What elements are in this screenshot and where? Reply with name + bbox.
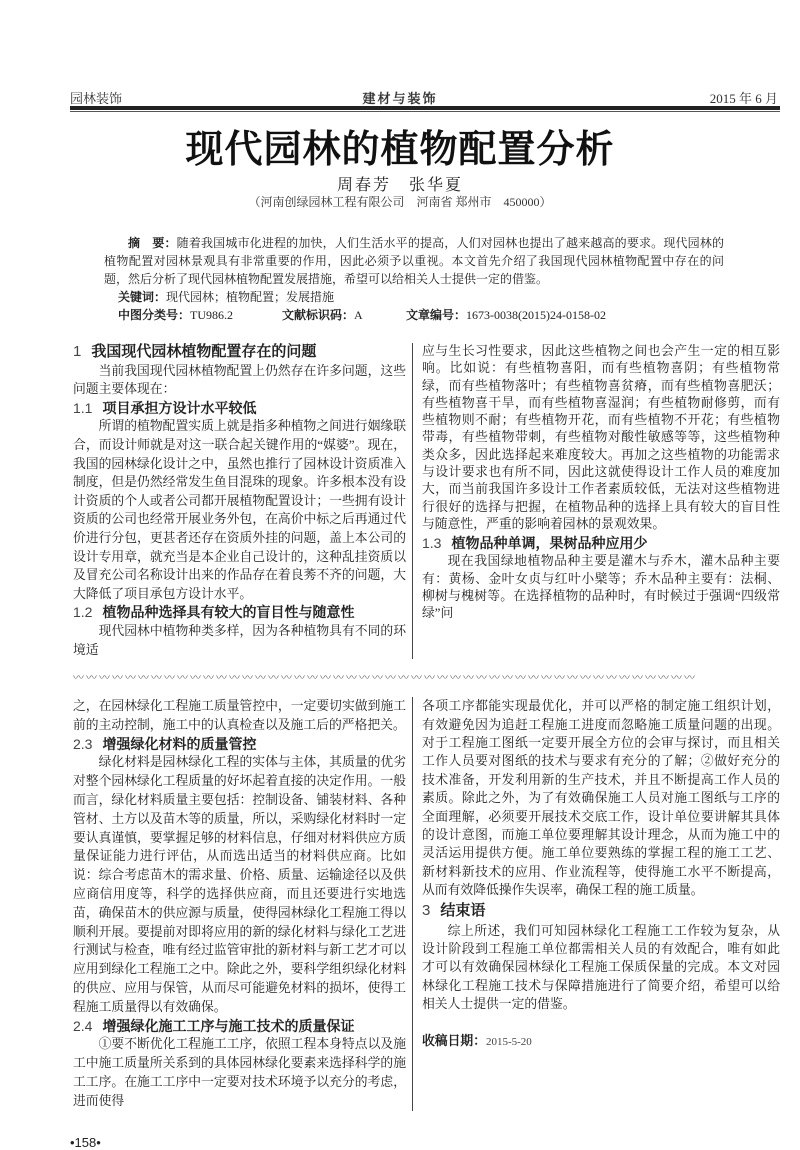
keywords-label: 关键词： [118, 290, 167, 304]
section-title: 植物品种单调，果树品种应用少 [451, 535, 648, 552]
section-number: 2.4 [73, 1017, 93, 1034]
header-rule [70, 106, 780, 110]
paragraph: 现在我国绿地植物品种主要是灌木与乔木，灌木品种主要有：黄杨、金叶女贞与红叶小檗等；乔木品种主要有：法桐、柳树与槐树等。在选择植物的品种时，有时候过于强调“四级常绿”问 [422, 554, 780, 621]
lower-left-column [73, 697, 412, 1111]
affiliation: （河南创绿园林工程有限公司 河南省 郑州市 450000） [248, 195, 552, 209]
section-number: 1.1 [73, 399, 93, 416]
article-body [0, 234, 800, 1150]
section-3-heading [422, 900, 780, 922]
section-title: 项目承担方设计水平较低 [102, 399, 257, 416]
upper-left-column [73, 343, 412, 659]
paragraph: ①要不断优化工程施工工序，依照工程本身特点以及施工中施工质量所关系到的具体园林绿化要素来选择科学的施工工序。在施工工序中一定要对技术环境予以充分的考虑，进而使得 [73, 1037, 406, 1108]
classification-value: TU986.2 [190, 308, 234, 322]
upper-right-column [412, 343, 780, 659]
section-1-1-heading [73, 399, 406, 418]
article-number [406, 306, 606, 324]
article-number-label: 文章编号： [406, 308, 467, 322]
abstract-text: 随着我国城市化进程的加快，人们生活水平的提高，人们对园林也提出了越来越高的要求。现代园林的植物配置对园林景观具有非常重要的作用，因此必须予以重视。本文首先介绍了我国现代园林植物配置中存在的问题，然后分析了现代园林植物配置发展措施，希望可以给相关人士提供一定的借鉴。 [104, 236, 724, 286]
paragraph: 当前我国现代园林植物配置上仍然存在许多问题，这些问题主要体现在： [73, 363, 406, 397]
paragraph: 之，在园林绿化工程施工质量管控中，一定要切实做到施工前的主动控制，施工中的认真检查以及施工后的严格把关。 [73, 699, 406, 732]
journal-logo: 建材与装饰 [362, 91, 438, 106]
section-1-heading [73, 343, 406, 362]
classification-row [118, 306, 758, 324]
doc-code-value: A [354, 308, 363, 322]
section-number: 3 [422, 901, 431, 919]
section-number: 2.3 [73, 735, 93, 752]
keywords [118, 288, 800, 306]
classification [118, 306, 258, 324]
paragraph: 现代园林中植物种类多样，因为各种植物具有不同的环境适 [73, 623, 406, 657]
section-number: 1.3 [422, 535, 442, 552]
paragraph: 应与生长习性要求，因此这些植物之间也会产生一定的相互影响。比如说：有些植物喜阳，而有些植物喜阴；有些植物常绿，而有些植物落叶；有些植物喜贫瘠，而有些植物喜肥沃；有些植物喜干旱，而有些植物喜湿润；有些植物耐修剪，而有些植物则不耐；有些植物开花，而有些植物不开花；有些植物带毒，有些植物带刺，有些植物对酸性敏感等等，这些植物种类众多，因此选择起来难度较大。再加之这些植物的功能需求与设计要求也有所不同，因此这就使得设计工作人员的难度加大，而当前我国许多设计工作者素质较低，无法对这些植物进行很好的选择与把握，在植物品种的选择上具有较大的盲目性与随意性，严重的影响着园林的景观效果。 [422, 344, 780, 531]
journal-section: 园林装饰 [70, 91, 123, 106]
received-date-label: 收稿日期： [422, 1032, 486, 1048]
abstract-label: 摘 要： [128, 236, 177, 250]
upper-columns [73, 343, 780, 659]
ornamental-divider: 〰〰〰〰〰〰〰〰〰〰〰〰〰〰〰〰〰〰〰〰〰〰〰〰〰〰〰〰〰〰〰〰〰〰〰〰〰〰〰〰〰〰〰〰〰〰〰〰 [73, 672, 697, 685]
paragraph: 所谓的植物配置实质上就是指多种植物之间进行姻缘联合，而设计师就是对这一联合起关键作用的“媒婆”。现在，我国的园林绿化设计之中，虽然也推行了园林设计资质准入制度，但是仍然经常发生鱼目混珠的现象。许多根本没有设计资质的个人或者公司都开展植物配置设计；一些拥有设计资质的公司也经常开展业务外包，在高价中标之后再通过代价进行分包，更甚者还存在资质外挂的问题，盖上本公司的设计专用章，就充当是本企业自己设计的，这种乱挂资质以及冒充公司名称设计出来的作品存在着良莠不齐的问题，大大降低了项目承包方设计水平。 [73, 419, 406, 601]
lower-right-column [412, 697, 780, 1111]
section-title: 增强绿化施工工序与施工技术的质量保证 [102, 1017, 355, 1034]
classification-label: 中图分类号： [118, 308, 191, 322]
section-2-4-heading [73, 1017, 406, 1036]
paper-title: 现代园林的植物配置分析 [185, 129, 615, 171]
section-title: 结束语 [440, 901, 486, 919]
lower-columns [73, 697, 780, 1111]
issue-date: 2015 年 6 月 [709, 91, 778, 106]
paragraph: 综上所述，我们可知园林绿化工程施工工作较为复杂，从设计阶段到工程施工单位都需相关人员的有效配合，唯有如此才可以有效确保园林绿化工程施工保质保量的完成。本文对园林绿化工程施工技术与保障措施进行了简要介绍，希望可以给相关人士提供一定的借鉴。 [422, 923, 780, 1012]
received-date [422, 1032, 780, 1051]
section-title: 增强绿化材料的质量管控 [102, 735, 257, 752]
section-1-3-heading [422, 533, 780, 553]
abstract [104, 234, 724, 288]
section-title: 我国现代园林植物配置存在的问题 [91, 343, 317, 360]
doc-code [282, 306, 382, 324]
authors: 周春芳 张华夏 [336, 177, 463, 194]
keywords-text: 现代园林；植物配置；发展措施 [166, 290, 335, 304]
header-rule-thin [70, 111, 780, 112]
section-2-3-heading [73, 735, 406, 754]
section-number: 1.2 [73, 604, 93, 621]
paragraph: 各项工序都能实现最优化，并可以严格的制定施工组织计划，有效避免因为追赶工程施工进度而忽略施工质量问题的出现。对于工程施工图纸一定要开展全方位的会审与探讨，而且相关工作人员要对图纸的技术与要求有充分的了解；②做好充分的技术准备，开发利用新的生产技术，并且不断提高工作人员的素质。除此之外，为了有效确保施工人员对施工图纸与工序的全面理解，必须要开展技术交底工作，设计单位要讲解其具体的设计意图，而施工单位要理解其设计理念，从而为施工中的灵活运用提供方便。施工单位要熟练的掌握工程的施工工艺、新材料新技术的应用、作业流程等，使得施工水平不断提高，从而有效降低操作失误率，确保工程的施工质量。 [422, 699, 780, 898]
section-title: 植物品种选择具有较大的盲目性与随意性 [102, 604, 355, 621]
article-number-value: 1673-0038(2015)24-0158-02 [466, 308, 606, 322]
paragraph: 绿化材料是园林绿化工程的实体与主体，其质量的优劣对整个园林绿化工程质量的好坏起着直接的决定作用。一般而言，绿化材料质量主要包括：控制设备、铺装材料、各种管材、土方以及苗木等的质量，所以，采购绿化材料时一定要认真谨慎，要掌握足够的材料信息，仔细对材料供应方质量保证能力进行评估，从而选出适当的材料供应商。比如说：综合考虑苗木的需求量、价格、质量、运输途径以及供应商信用度等，科学的选择供应商，而且还要进行实地选苗，确保苗木的供应源与质量，使得园林绿化工程施工得以顺利开展。要提前对即将应用的新的绿化材料与绿化工艺进行测试与检查，唯有经过监管审批的新材料与新工艺才可以应用到绿化工程施工之中。除此之外，要科学组织绿化材料的供应、应用与保管，从而尽可能避免材料的损坏，使得工程施工质量得以有效确保。 [73, 755, 406, 1014]
section-1-2-heading [73, 603, 406, 622]
doc-code-label: 文献标识码： [282, 308, 355, 322]
received-date-value: 2015-5-20 [485, 1035, 532, 1048]
section-number: 1 [73, 343, 82, 360]
page-number: •158• [70, 1134, 101, 1150]
